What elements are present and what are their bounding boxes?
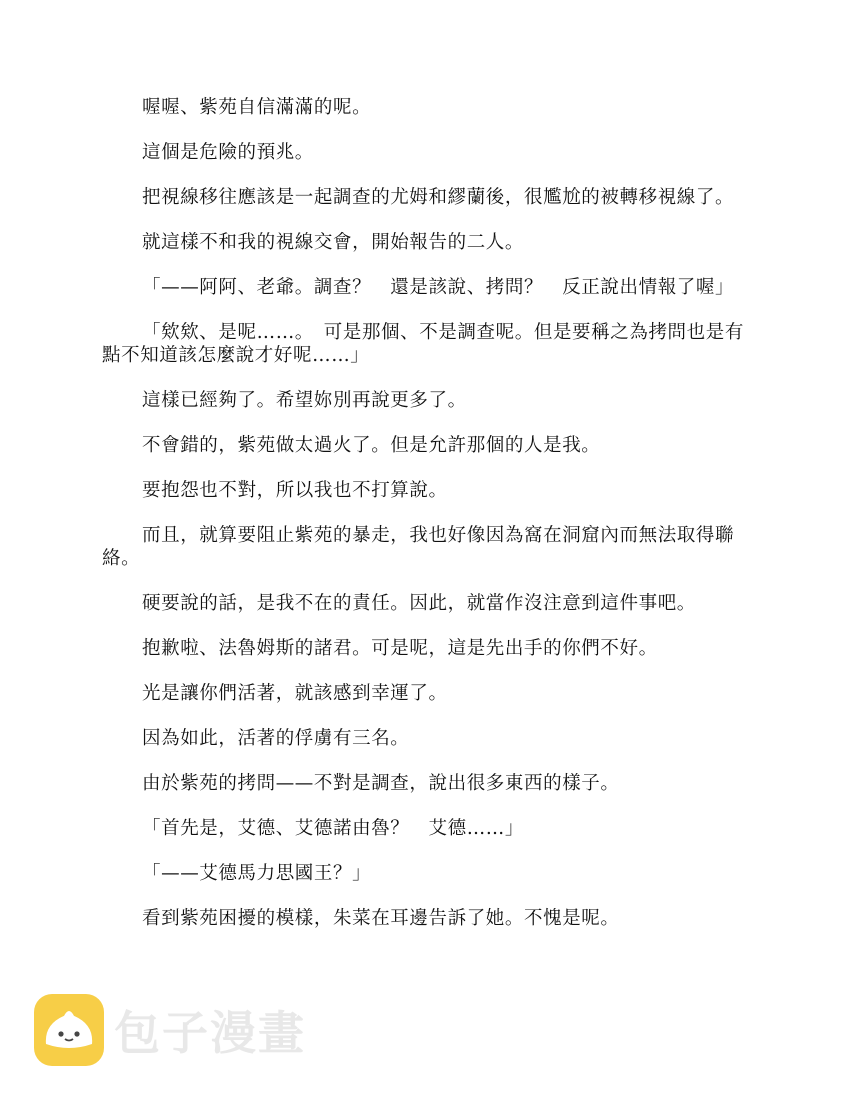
paragraph: 不會錯的，紫苑做太過火了。但是允許那個的人是我。 (142, 435, 601, 456)
paragraph: 光是讓你們活著，就該感到幸運了。 (142, 683, 448, 704)
paragraph: 而且，就算要阻止紫苑的暴走，我也好像因為窩在洞窟內而無法取得聯絡。 (102, 525, 735, 569)
paragraph: 「欸欸、是呢……。 可是那個、不是調查呢。但是要稱之為拷問也是有點不知道該怎麼說才好呢……」 (102, 322, 744, 366)
paragraph: 「——阿阿、老爺。調查？ 還是該說、拷問？ 反正說出情報了喔」 (142, 277, 735, 298)
paragraph: 這個是危險的預兆。 (142, 142, 314, 163)
paragraph: 「首先是，艾德、艾德諾由魯？ 艾德……」 (142, 818, 525, 839)
paragraph: 抱歉啦、法魯姆斯的諸君。可是呢，這是先出手的你們不好。 (142, 638, 658, 659)
watermark-text: 包子漫畫 (114, 1006, 306, 1060)
bun-face-icon (34, 994, 104, 1066)
paragraph: 要抱怨也不對，所以我也不打算說。 (142, 480, 448, 501)
document-body (102, 96, 750, 952)
paragraph: 就這樣不和我的視線交會，開始報告的二人。 (142, 232, 525, 253)
paragraph: 把視線移往應該是一起調查的尤姆和繆蘭後，很尷尬的被轉移視線了。 (142, 187, 735, 208)
paragraph: 因為如此，活著的俘虜有三名。 (142, 728, 410, 749)
paragraph: 這樣已經夠了。希望妳別再說更多了。 (142, 390, 467, 411)
paragraph: 喔喔、紫苑自信滿滿的呢。 (142, 97, 372, 118)
paragraph: 看到紫苑困擾的模樣，朱菜在耳邊告訴了她。不愧是呢。 (142, 908, 620, 929)
paragraph: 「——艾德馬力思國王？」 (142, 863, 372, 884)
paragraph: 由於紫苑的拷問——不對是調查，說出很多東西的樣子。 (142, 773, 620, 794)
watermark (34, 994, 306, 1066)
paragraph: 硬要說的話，是我不在的責任。因此，就當作沒注意到這件事吧。 (142, 593, 696, 614)
